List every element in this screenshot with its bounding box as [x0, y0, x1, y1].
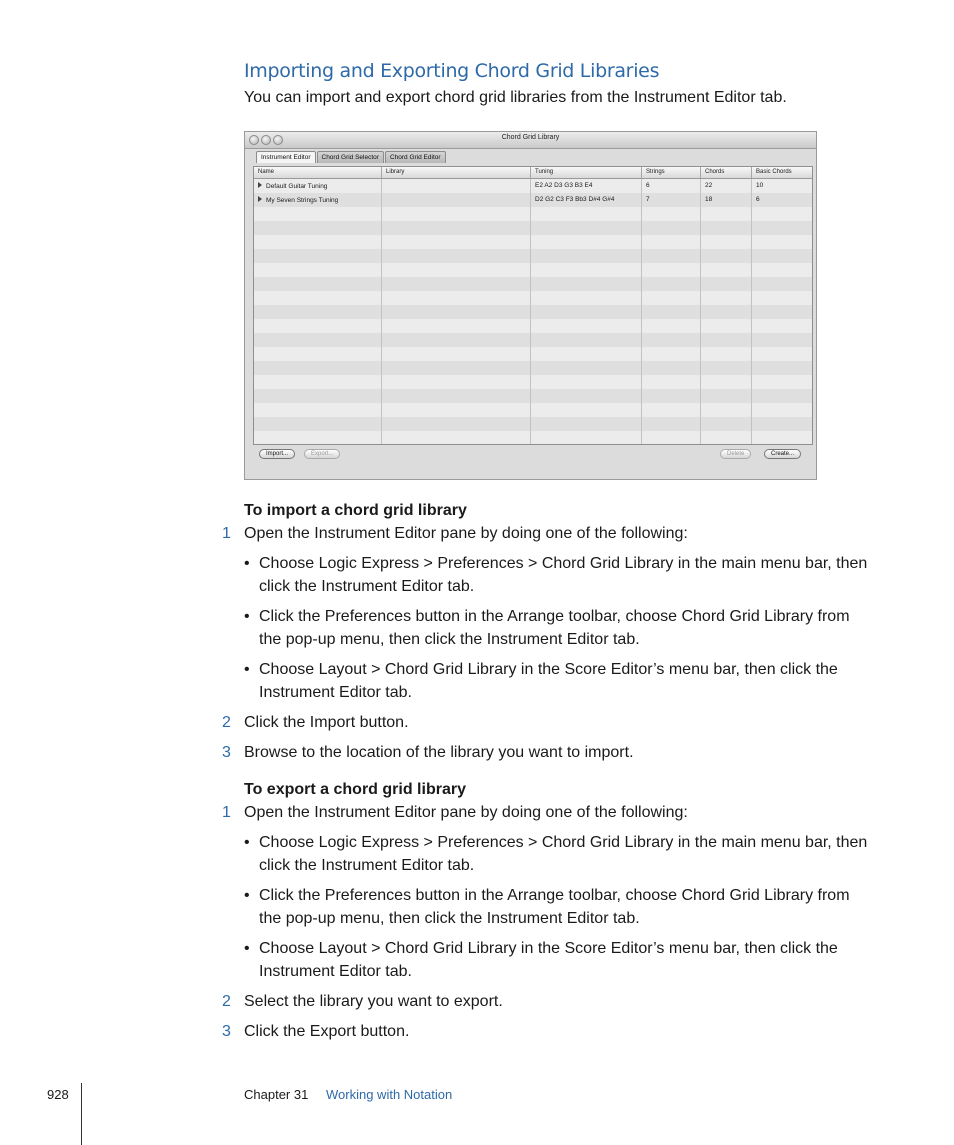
- bullet-line: Instrument Editor tab.: [259, 684, 412, 701]
- column-header-library[interactable]: Library: [382, 167, 531, 178]
- empty-cell: [701, 403, 752, 417]
- empty-cell: [752, 417, 810, 431]
- empty-cell: [642, 347, 701, 361]
- empty-cell: [531, 403, 642, 417]
- empty-table-row: [254, 403, 812, 417]
- delete-button[interactable]: Delete: [720, 449, 751, 459]
- intro-text: You can import and export chord grid libraries from the Instrument Editor tab.: [244, 89, 787, 106]
- empty-table-row: [254, 431, 812, 445]
- empty-cell: [701, 347, 752, 361]
- empty-cell: [642, 235, 701, 249]
- empty-cell: [531, 263, 642, 277]
- import-step-1: Open the Instrument Editor pane by doing one of the following:: [244, 525, 688, 542]
- empty-cell: [752, 389, 810, 403]
- bullet-icon: •: [244, 887, 250, 904]
- empty-cell: [642, 333, 701, 347]
- empty-cell: [382, 291, 531, 305]
- empty-cell: [701, 235, 752, 249]
- empty-cell: [254, 235, 382, 249]
- cell-strings: 6: [642, 179, 701, 193]
- bullet-icon: •: [244, 834, 250, 851]
- import-bullet-1: [259, 552, 874, 598]
- empty-table-row: [254, 319, 812, 333]
- empty-cell: [254, 305, 382, 319]
- section-heading: Importing and Exporting Chord Grid Libraries: [244, 60, 660, 82]
- empty-table-row: [254, 263, 812, 277]
- cell-library: [382, 179, 531, 193]
- bullet-line: Click the Preferences button in the Arrange toolbar, choose Chord Grid Library from: [259, 887, 850, 904]
- empty-cell: [752, 431, 810, 445]
- empty-cell: [254, 347, 382, 361]
- tab-chord-grid-editor[interactable]: Chord Grid Editor: [385, 151, 446, 163]
- step-number: 1: [222, 804, 231, 821]
- empty-cell: [701, 417, 752, 431]
- empty-cell: [382, 403, 531, 417]
- export-bullet-2: [259, 884, 874, 930]
- empty-cell: [752, 235, 810, 249]
- bullet-line: Instrument Editor tab.: [259, 963, 412, 980]
- tab-bar: [256, 151, 446, 163]
- page-number: 928: [47, 1087, 69, 1102]
- empty-cell: [254, 361, 382, 375]
- empty-cell: [254, 291, 382, 305]
- bullet-icon: •: [244, 661, 250, 678]
- import-bullet-3: [259, 658, 874, 704]
- empty-cell: [752, 361, 810, 375]
- empty-cell: [254, 277, 382, 291]
- empty-table-row: [254, 389, 812, 403]
- empty-cell: [531, 235, 642, 249]
- cell-library: [382, 193, 531, 207]
- row-name: Default Guitar Tuning: [266, 183, 328, 190]
- empty-cell: [531, 319, 642, 333]
- empty-cell: [531, 305, 642, 319]
- empty-cell: [642, 291, 701, 305]
- empty-cell: [382, 389, 531, 403]
- empty-table-row: [254, 235, 812, 249]
- empty-cell: [752, 249, 810, 263]
- empty-cell: [382, 221, 531, 235]
- empty-cell: [254, 417, 382, 431]
- empty-table-row: [254, 277, 812, 291]
- empty-cell: [382, 333, 531, 347]
- empty-cell: [642, 375, 701, 389]
- cell-chords: 18: [701, 193, 752, 207]
- step-number: 1: [222, 525, 231, 542]
- column-header-chords[interactable]: Chords: [701, 167, 752, 178]
- empty-cell: [701, 333, 752, 347]
- step-number: 3: [222, 1023, 231, 1040]
- bullet-line: the pop-up menu, then click the Instrument Editor tab.: [259, 631, 640, 648]
- empty-cell: [752, 277, 810, 291]
- tab-chord-grid-selector[interactable]: Chord Grid Selector: [317, 151, 384, 163]
- empty-cell: [701, 207, 752, 221]
- table-row[interactable]: [254, 193, 812, 207]
- column-header-basic-chords[interactable]: Basic Chords: [756, 169, 792, 175]
- cell-basic-chords: 6: [756, 196, 760, 203]
- empty-cell: [382, 431, 531, 445]
- empty-cell: [752, 263, 810, 277]
- cell-name: [254, 179, 382, 193]
- empty-cell: [701, 263, 752, 277]
- bullet-line: Click the Preferences button in the Arrange toolbar, choose Chord Grid Library from: [259, 608, 850, 625]
- empty-cell: [642, 319, 701, 333]
- empty-table-row: [254, 249, 812, 263]
- empty-table-row: [254, 375, 812, 389]
- empty-table-row: [254, 221, 812, 235]
- import-step-3: Browse to the location of the library you want to import.: [244, 744, 634, 761]
- empty-cell: [531, 347, 642, 361]
- column-header-name[interactable]: Name: [254, 167, 382, 178]
- empty-cell: [531, 361, 642, 375]
- step-number: 3: [222, 744, 231, 761]
- export-step-1: Open the Instrument Editor pane by doing one of the following:: [244, 804, 688, 821]
- empty-cell: [382, 249, 531, 263]
- empty-cell: [642, 431, 701, 445]
- bullet-icon: •: [244, 555, 250, 572]
- empty-cell: [382, 319, 531, 333]
- empty-cell: [701, 277, 752, 291]
- empty-cell: [382, 361, 531, 375]
- empty-cell: [752, 319, 810, 333]
- empty-cell: [531, 207, 642, 221]
- import-bullet-2: [259, 605, 874, 651]
- empty-cell: [382, 207, 531, 221]
- export-step-2: Select the library you want to export.: [244, 993, 503, 1010]
- bullet-line: Choose Logic Express > Preferences > Chord Grid Library in the main menu bar, then: [259, 555, 868, 572]
- export-button[interactable]: Export...: [304, 449, 340, 459]
- empty-cell: [752, 403, 810, 417]
- bullet-line: Choose Logic Express > Preferences > Chord Grid Library in the main menu bar, then: [259, 834, 868, 851]
- empty-cell: [382, 263, 531, 277]
- empty-cell: [254, 319, 382, 333]
- import-button[interactable]: Import...: [259, 449, 295, 459]
- empty-cell: [701, 361, 752, 375]
- empty-cell: [642, 207, 701, 221]
- chapter-label: Chapter 31: [244, 1087, 309, 1102]
- table-body: [254, 179, 812, 445]
- bullet-line: Choose Layout > Chord Grid Library in the Score Editor’s menu bar, then click the: [259, 940, 838, 957]
- empty-cell: [752, 291, 810, 305]
- empty-cell: [642, 361, 701, 375]
- import-procedure-title: To import a chord grid library: [244, 502, 467, 519]
- empty-cell: [752, 221, 810, 235]
- empty-table-row: [254, 207, 812, 221]
- footer-divider: [81, 1083, 82, 1145]
- empty-cell: [531, 417, 642, 431]
- empty-cell: [752, 347, 810, 361]
- row-name: My Seven Strings Tuning: [266, 197, 339, 204]
- bullet-line: Choose Layout > Chord Grid Library in the Score Editor’s menu bar, then click the: [259, 661, 838, 678]
- empty-cell: [254, 375, 382, 389]
- empty-cell: [254, 431, 382, 445]
- empty-cell: [701, 291, 752, 305]
- empty-cell: [254, 249, 382, 263]
- empty-cell: [752, 207, 810, 221]
- cell-tuning: D2 G2 C3 F3 Bb3 D#4 G#4: [531, 193, 642, 207]
- empty-cell: [701, 319, 752, 333]
- empty-cell: [701, 305, 752, 319]
- empty-cell: [531, 249, 642, 263]
- empty-cell: [752, 333, 810, 347]
- bullet-icon: •: [244, 608, 250, 625]
- empty-cell: [752, 375, 810, 389]
- empty-cell: [642, 263, 701, 277]
- chapter-title: Working with Notation: [326, 1087, 453, 1102]
- empty-cell: [642, 221, 701, 235]
- bullet-line: click the Instrument Editor tab.: [259, 578, 475, 595]
- bullet-line: click the Instrument Editor tab.: [259, 857, 475, 874]
- table-row[interactable]: [254, 179, 812, 193]
- empty-cell: [531, 375, 642, 389]
- empty-cell: [382, 305, 531, 319]
- empty-cell: [642, 277, 701, 291]
- chord-grid-library-window: [244, 131, 817, 480]
- bullet-line: the pop-up menu, then click the Instrument Editor tab.: [259, 910, 640, 927]
- cell-basic-chords: 10: [756, 182, 764, 189]
- empty-cell: [642, 417, 701, 431]
- empty-cell: [254, 389, 382, 403]
- empty-cell: [382, 347, 531, 361]
- empty-cell: [642, 305, 701, 319]
- empty-table-row: [254, 333, 812, 347]
- window-title: Chord Grid Library: [501, 134, 560, 141]
- tab-instrument-editor[interactable]: Instrument Editor: [256, 151, 316, 163]
- column-header-strings[interactable]: Strings: [642, 167, 701, 178]
- disclosure-triangle-icon[interactable]: [258, 196, 262, 202]
- step-number: 2: [222, 993, 231, 1010]
- disclosure-triangle-icon[interactable]: [258, 182, 262, 188]
- empty-cell: [642, 249, 701, 263]
- export-bullet-3: [259, 937, 874, 983]
- empty-cell: [254, 207, 382, 221]
- empty-cell: [531, 221, 642, 235]
- export-procedure-title: To export a chord grid library: [244, 781, 466, 798]
- empty-cell: [531, 333, 642, 347]
- tuning-table: [253, 166, 813, 445]
- empty-cell: [531, 291, 642, 305]
- empty-cell: [701, 221, 752, 235]
- empty-cell: [701, 431, 752, 445]
- cell-strings: 7: [642, 193, 701, 207]
- empty-cell: [701, 389, 752, 403]
- empty-cell: [254, 263, 382, 277]
- empty-table-row: [254, 305, 812, 319]
- import-step-2: Click the Import button.: [244, 714, 409, 731]
- empty-table-row: [254, 291, 812, 305]
- empty-table-row: [254, 417, 812, 431]
- empty-table-row: [254, 361, 812, 375]
- column-header-tuning[interactable]: Tuning: [531, 167, 642, 178]
- empty-cell: [642, 389, 701, 403]
- cell-tuning: E2 A2 D3 G3 B3 E4: [531, 179, 642, 193]
- export-step-3: Click the Export button.: [244, 1023, 410, 1040]
- step-number: 2: [222, 714, 231, 731]
- empty-cell: [701, 375, 752, 389]
- empty-cell: [382, 417, 531, 431]
- create-button[interactable]: Create...: [764, 449, 801, 459]
- empty-cell: [531, 431, 642, 445]
- empty-cell: [382, 375, 531, 389]
- empty-cell: [254, 333, 382, 347]
- empty-cell: [382, 235, 531, 249]
- empty-cell: [254, 403, 382, 417]
- empty-cell: [701, 249, 752, 263]
- empty-cell: [382, 277, 531, 291]
- cell-chords: 22: [701, 179, 752, 193]
- table-header: [254, 167, 812, 179]
- empty-cell: [254, 221, 382, 235]
- window-titlebar: [245, 132, 816, 149]
- empty-table-row: [254, 347, 812, 361]
- cell-name: [254, 193, 382, 207]
- bullet-icon: •: [244, 940, 250, 957]
- empty-cell: [531, 277, 642, 291]
- empty-cell: [752, 305, 810, 319]
- empty-cell: [642, 403, 701, 417]
- empty-cell: [531, 389, 642, 403]
- export-bullet-1: [259, 831, 874, 877]
